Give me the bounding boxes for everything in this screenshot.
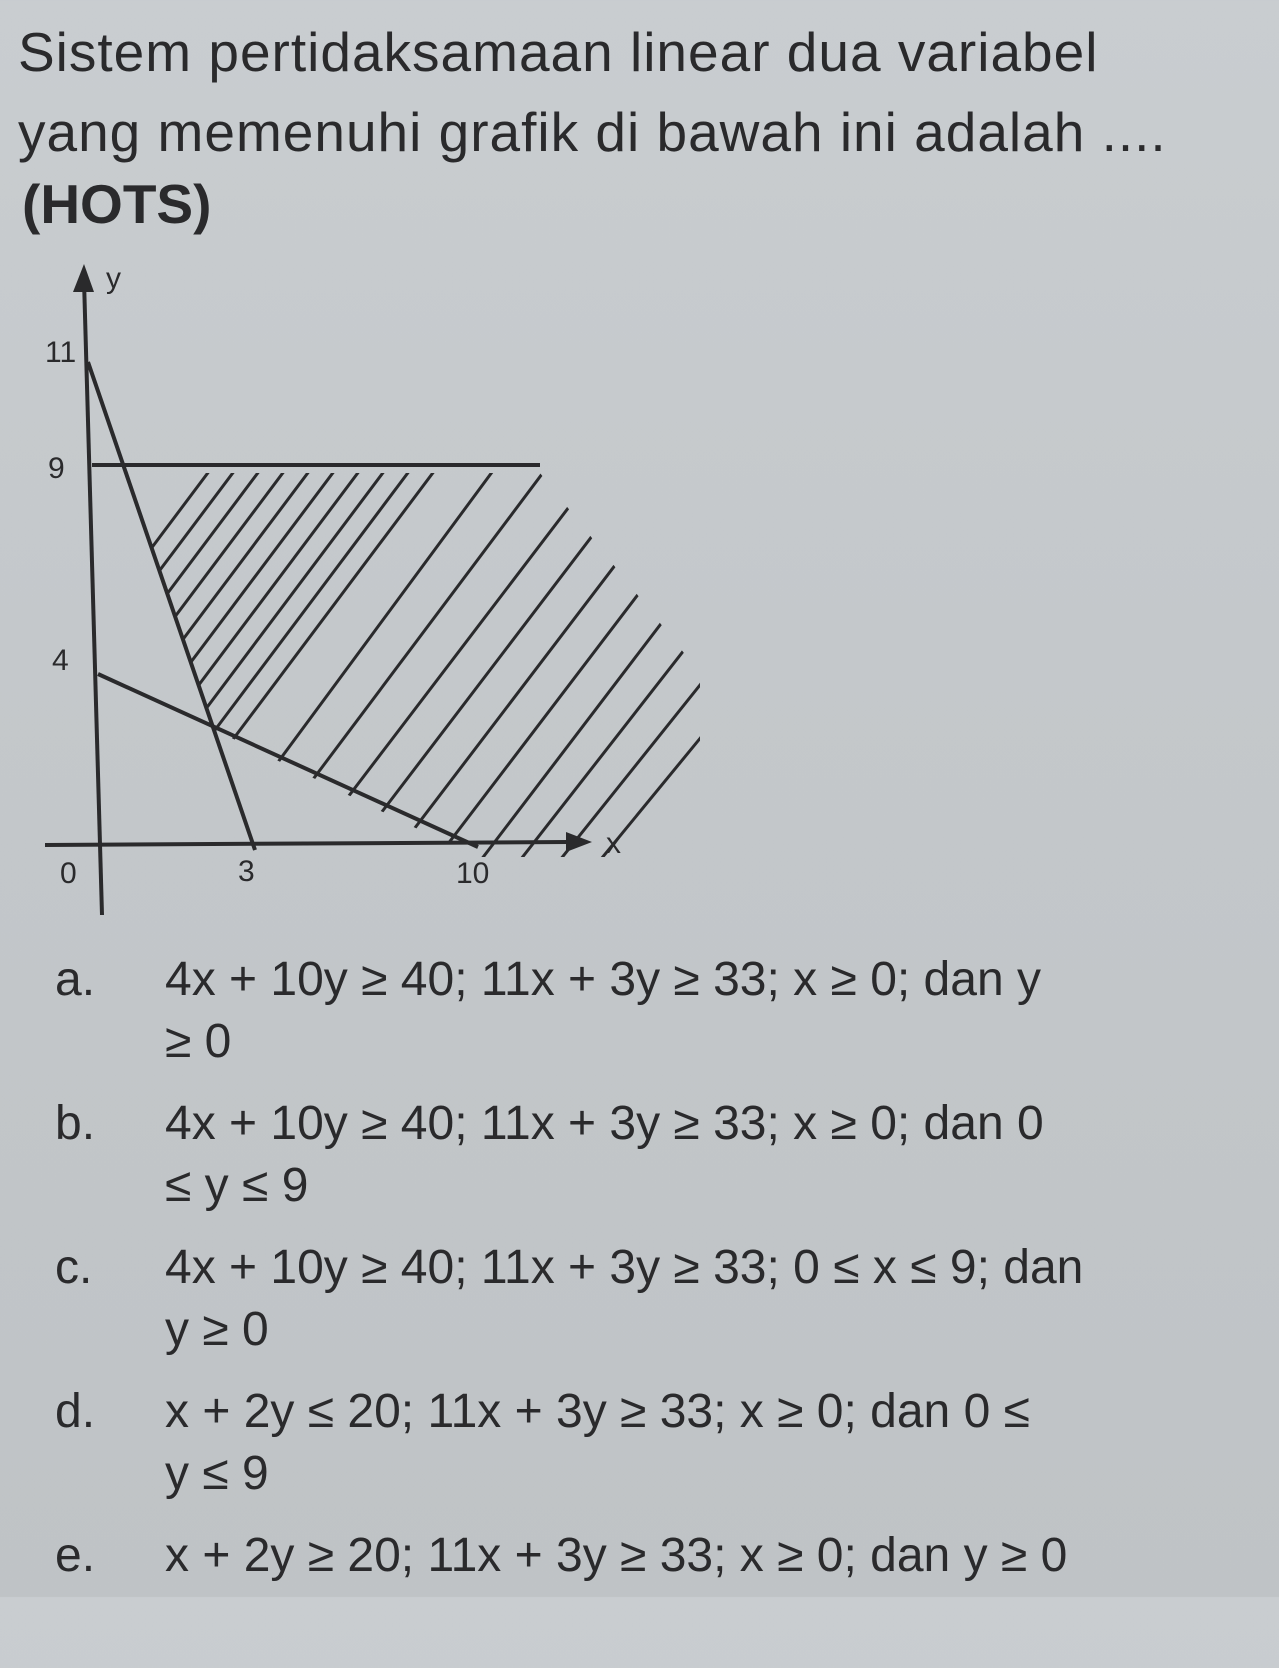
inequality-graph: [0, 250, 720, 940]
option-text: 4x + 10y ≥ 40; 11x + 3y ≥ 33; x ≥ 0; dan 0: [165, 1097, 1044, 1150]
option-text: 4x + 10y ≥ 40; 11x + 3y ≥ 33; x ≥ 0; dan y: [165, 953, 1041, 1006]
y-tick-9: 9: [48, 452, 65, 485]
option-a[interactable]: [0, 948, 1279, 1092]
y-tick-4: 4: [52, 644, 69, 677]
option-letter: b.: [55, 1097, 96, 1150]
x-axis: [45, 842, 568, 845]
option-c[interactable]: [0, 1236, 1279, 1380]
line-11x-3y-33: [88, 362, 255, 850]
y-tick-11: 11: [45, 336, 77, 369]
x-tick-10: 10: [456, 857, 490, 890]
option-text: x + 2y ≤ 20; 11x + 3y ≥ 33; x ≥ 0; dan 0 ≤: [165, 1385, 1030, 1438]
option-text-continued: y ≥ 0: [165, 1303, 269, 1356]
x-tick-3: 3: [238, 855, 255, 888]
question-text: [18, 12, 1258, 172]
option-text-continued: ≥ 0: [165, 1015, 232, 1068]
question-line-2: yang memenuhi grafik di bawah ini adalah ....: [18, 101, 1167, 163]
option-e[interactable]: [0, 1524, 1279, 1668]
option-text-continued: y ≤ 9: [165, 1447, 269, 1500]
option-letter: d.: [55, 1385, 96, 1438]
option-b[interactable]: [0, 1092, 1279, 1236]
option-d[interactable]: [0, 1380, 1279, 1524]
option-text: x + 2y ≥ 20; 11x + 3y ≥ 33; x ≥ 0; dan y ≥ 0: [165, 1529, 1068, 1582]
option-text: 4x + 10y ≥ 40; 11x + 3y ≥ 33; 0 ≤ x ≤ 9; dan: [165, 1241, 1084, 1294]
option-letter: a.: [55, 953, 96, 1006]
y-axis-label: y: [106, 262, 121, 295]
option-letter: e.: [55, 1529, 96, 1582]
option-letter: c.: [55, 1241, 93, 1294]
y-axis-arrow: [73, 264, 94, 292]
answer-options: [0, 948, 1279, 1668]
x-axis-label: x: [606, 827, 621, 860]
option-text-continued: ≤ y ≤ 9: [165, 1159, 309, 1212]
origin-label: 0: [60, 857, 77, 890]
question-line-1: Sistem pertidaksamaan linear dua variabel: [18, 21, 1099, 83]
hots-tag: (HOTS): [22, 173, 212, 235]
